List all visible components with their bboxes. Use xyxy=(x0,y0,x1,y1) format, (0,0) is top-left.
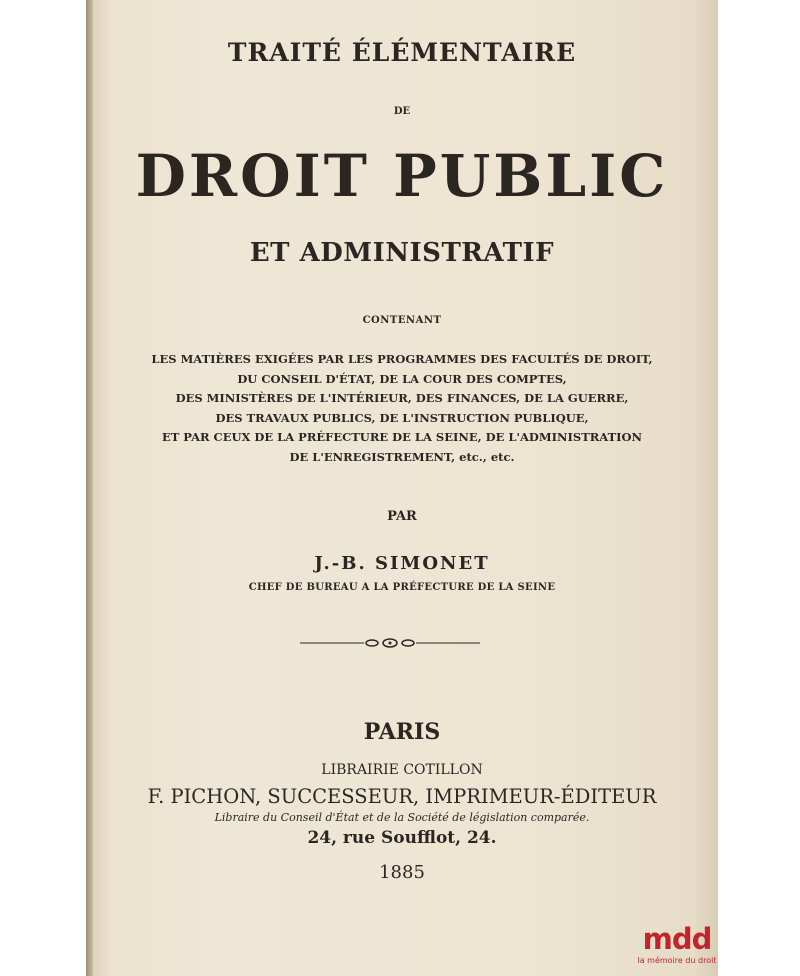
author-name: J.-B. SIMONET xyxy=(314,553,490,574)
logo-mark: mdd xyxy=(642,922,712,956)
book-title-page xyxy=(86,0,718,976)
subtitle: ET ADMINISTRATIF xyxy=(249,238,555,268)
description-line: DES MINISTÈRES DE L'INTÉRIEUR, DES FINANCES, DE LA GUERRE, xyxy=(175,391,629,406)
address: 24, rue Soufflot, 24. xyxy=(307,828,497,848)
contenant-label: CONTENANT xyxy=(362,315,442,326)
author-title: CHEF DE BUREAU A LA PRÉFECTURE DE LA SEINE xyxy=(248,582,556,593)
city: PARIS xyxy=(363,719,441,745)
publisher-note: Libraire du Conseil d'État et de la Société de législation comparée. xyxy=(214,811,590,824)
description-line: LES MATIÈRES EXIGÉES PAR LES PROGRAMMES DES FACULTÉS DE DROIT, xyxy=(151,352,653,366)
mdd-watermark-logo xyxy=(637,922,717,976)
contents-description xyxy=(86,350,718,468)
main-title: DROIT PUBLIC xyxy=(135,142,669,210)
bookshop: LIBRAIRIE COTILLON xyxy=(321,762,483,778)
description-line: DES TRAVAUX PUBLICS, DE L'INSTRUCTION PUBLIQUE, xyxy=(215,410,589,425)
ornament-divider-icon xyxy=(300,636,480,650)
title-line-traite: TRAITÉ ÉLÉMENTAIRE xyxy=(227,38,577,67)
publisher: F. PICHON, SUCCESSEUR, IMPRIMEUR-ÉDITEUR xyxy=(147,785,657,808)
description-line: DU CONSEIL D'ÉTAT, DE LA COUR DES COMPTES, xyxy=(237,371,567,386)
title-line-de: DE xyxy=(393,106,411,117)
par-label: PAR xyxy=(387,509,417,524)
logo-tagline: la mémoire du droit xyxy=(637,956,717,965)
publication-year: 1885 xyxy=(379,862,425,883)
description-line: ET PAR CEUX DE LA PRÉFECTURE DE LA SEINE, DE L'ADMINISTRATION xyxy=(161,430,643,445)
description-line: DE L'ENREGISTREMENT, etc., etc. xyxy=(289,449,515,464)
